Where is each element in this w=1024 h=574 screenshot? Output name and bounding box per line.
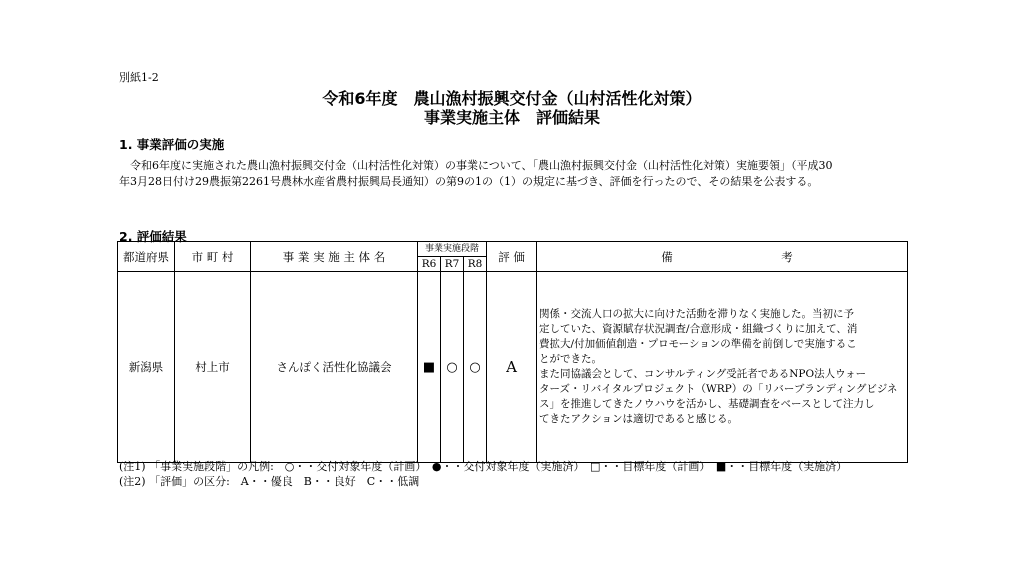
table-header-row: [118, 242, 908, 257]
cell-prefecture: 新潟県: [118, 272, 175, 463]
section1-body: 令和6年度に実施された農山漁村振興交付金（山村活性化対策）の事業について、「農山漁村振興交付金（山村活性化対策）実施要領」（平成30 年3月28日付け29農振第2261号農林水産省農村振興局長通知）の第9の1の（1）の規定に基づき、評価を行ったので、その結果を公表する。: [119, 159, 833, 188]
header-stage-r8: R8: [464, 257, 487, 272]
header-stage-r6: R6: [418, 257, 441, 272]
header-municipality: 市 町 村: [175, 242, 251, 272]
cell-stage-r7: ○: [441, 272, 464, 463]
cell-stage-r8: ○: [464, 272, 487, 463]
cell-entity: さんぽく活性化協議会: [251, 272, 418, 463]
cell-notes: 関係・交流人口の拡大に向けた活動を滞りなく実施した。当初に予 定していた、資源賦存状況調査/合意形成・組織づくりに加えて、消 費拡大/付加価値創造・プロモーションの準備を前倒しで実施するこ とができた。 また同協議会として、コンサルティング受託者であるNPO法人ウォー ターズ・リバイタルプロジェクト（WRP）の「リバーブランディングビジネ ス」を推進してきたノウハウを活かし、基礎調査をベースとして注力し てきたアクションは適切であると感じる。: [537, 272, 908, 463]
header-stage-group: 事業実施段階: [418, 242, 487, 257]
header-rating: 評 価: [487, 242, 537, 272]
header-stage-r7: R7: [441, 257, 464, 272]
footnote-1: (注1) 「事業実施段階」の凡例: ○・・交付対象年度（計画） ●・・交付対象年度（実施済） □・・目標年度（計画） ■・・目標年度（実施済）: [119, 460, 848, 473]
table-row: [118, 272, 908, 463]
footnote-2: (注2) 「評価」の区分: A・・優良 B・・良好 C・・低調: [119, 475, 420, 488]
page-label: 別紙1-2: [119, 71, 159, 84]
header-notes-part1: 備: [661, 249, 673, 264]
document-subtitle: 事業実施主体 評価結果: [423, 108, 600, 127]
document-title: 令和6年度 農山漁村振興交付金（山村活性化対策）: [322, 89, 702, 108]
section2-heading: 2. 評価結果: [119, 229, 187, 244]
header-entity: 事 業 実 施 主 体 名: [251, 242, 418, 272]
section1-heading: 1. 事業評価の実施: [119, 137, 225, 152]
header-notes: [537, 242, 908, 272]
evaluation-table: [117, 241, 908, 463]
cell-rating: A: [487, 272, 537, 463]
header-notes-part2: 考: [781, 249, 793, 264]
header-prefecture: 都道府県: [118, 242, 175, 272]
cell-municipality: 村上市: [175, 272, 251, 463]
cell-stage-r6: ■: [418, 272, 441, 463]
